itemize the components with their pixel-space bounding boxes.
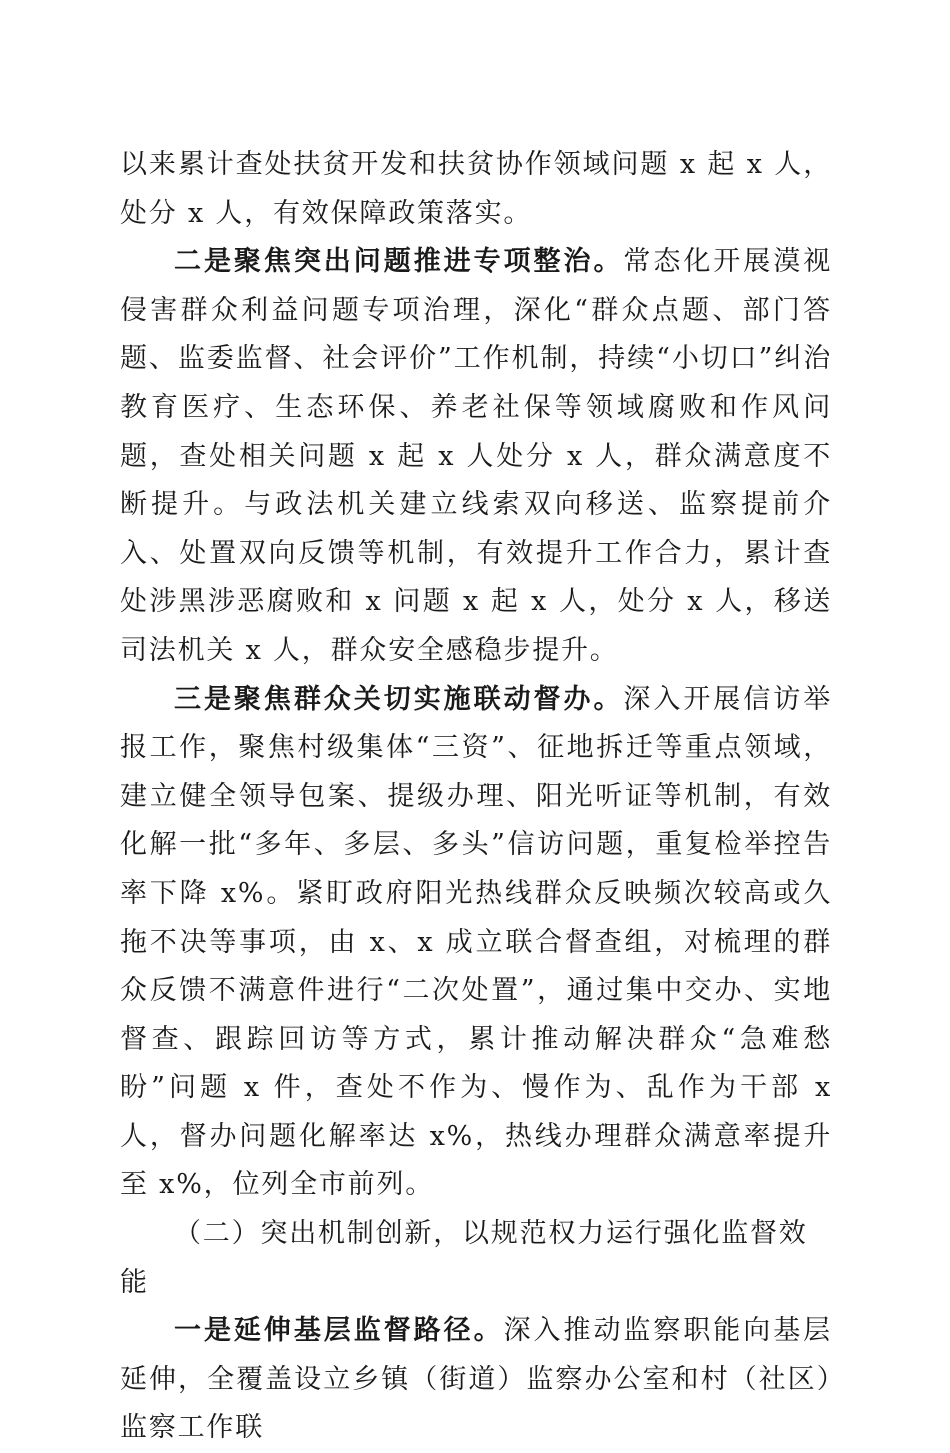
paragraph-lead: 一是延伸基层监督路径。 xyxy=(174,1315,504,1347)
paragraph-special-rectification xyxy=(120,238,832,675)
paragraph-body: 深入开展信访举报工作，聚焦村级集体“三资”、征地拆迁等重点领域，建立健全领导包案、提级办理、阳光听证等机制，有效化解一批“多年、多层、多头”信访问题，重复检举控告率下降 x%。紧盯政府阳光热线群众反映频次较高或久拖不决等事项，由 x、x 成立联合督查组，对梳理的群众反馈不满意件进行“二次处置”，通过集中交办、实地督查、跟踪回访等方式，累计推动解决群众“急难愁盼”问题 x 件，查处不作为、慢作为、乱作为干部 x 人，督办问题化解率达 x%，热线办理群众满意率提升至 x%，位列全市前列。 xyxy=(120,683,832,1201)
paragraph-continuation: 以来累计查处扶贫开发和扶贫协作领域问题 x 起 x 人，处分 x 人，有效保障政策落实。 xyxy=(120,149,832,229)
paragraph-lead: 二是聚焦突出问题推进专项整治。 xyxy=(174,246,624,278)
section-heading: （二）突出机制创新，以规范权力运行强化监督效能 xyxy=(120,1218,808,1298)
document-body xyxy=(120,141,832,1453)
paragraph-lead: 三是聚焦群众关切实施联动督办。 xyxy=(174,683,624,715)
paragraph-grassroots-supervision xyxy=(120,1307,832,1453)
paragraph-body: 深入推动监察职能向基层延伸，全覆盖设立乡镇（街道）监察办公室和村（社区）监察工作联 xyxy=(120,1315,832,1444)
paragraph-body: 常态化开展漠视侵害群众利益问题专项治理，深化“群众点题、部门答题、监委监督、社会评价”工作机制，持续“小切口”纠治教育医疗、生态环保、养老社保等领域腐败和作风问题，查处相关问题 x 起 x 人处分 x 人，群众满意度不断提升。与政法机关建立线索双向移送、监察提前介入、处置双向反馈等机制，有效提升工作合力，累计查处涉黑涉恶腐败和 x 问题 x 起 x 人，处分 x 人，移送司法机关 x 人，群众安全感稳步提升。 xyxy=(120,246,832,666)
paragraph-joint-supervision xyxy=(120,676,832,1211)
